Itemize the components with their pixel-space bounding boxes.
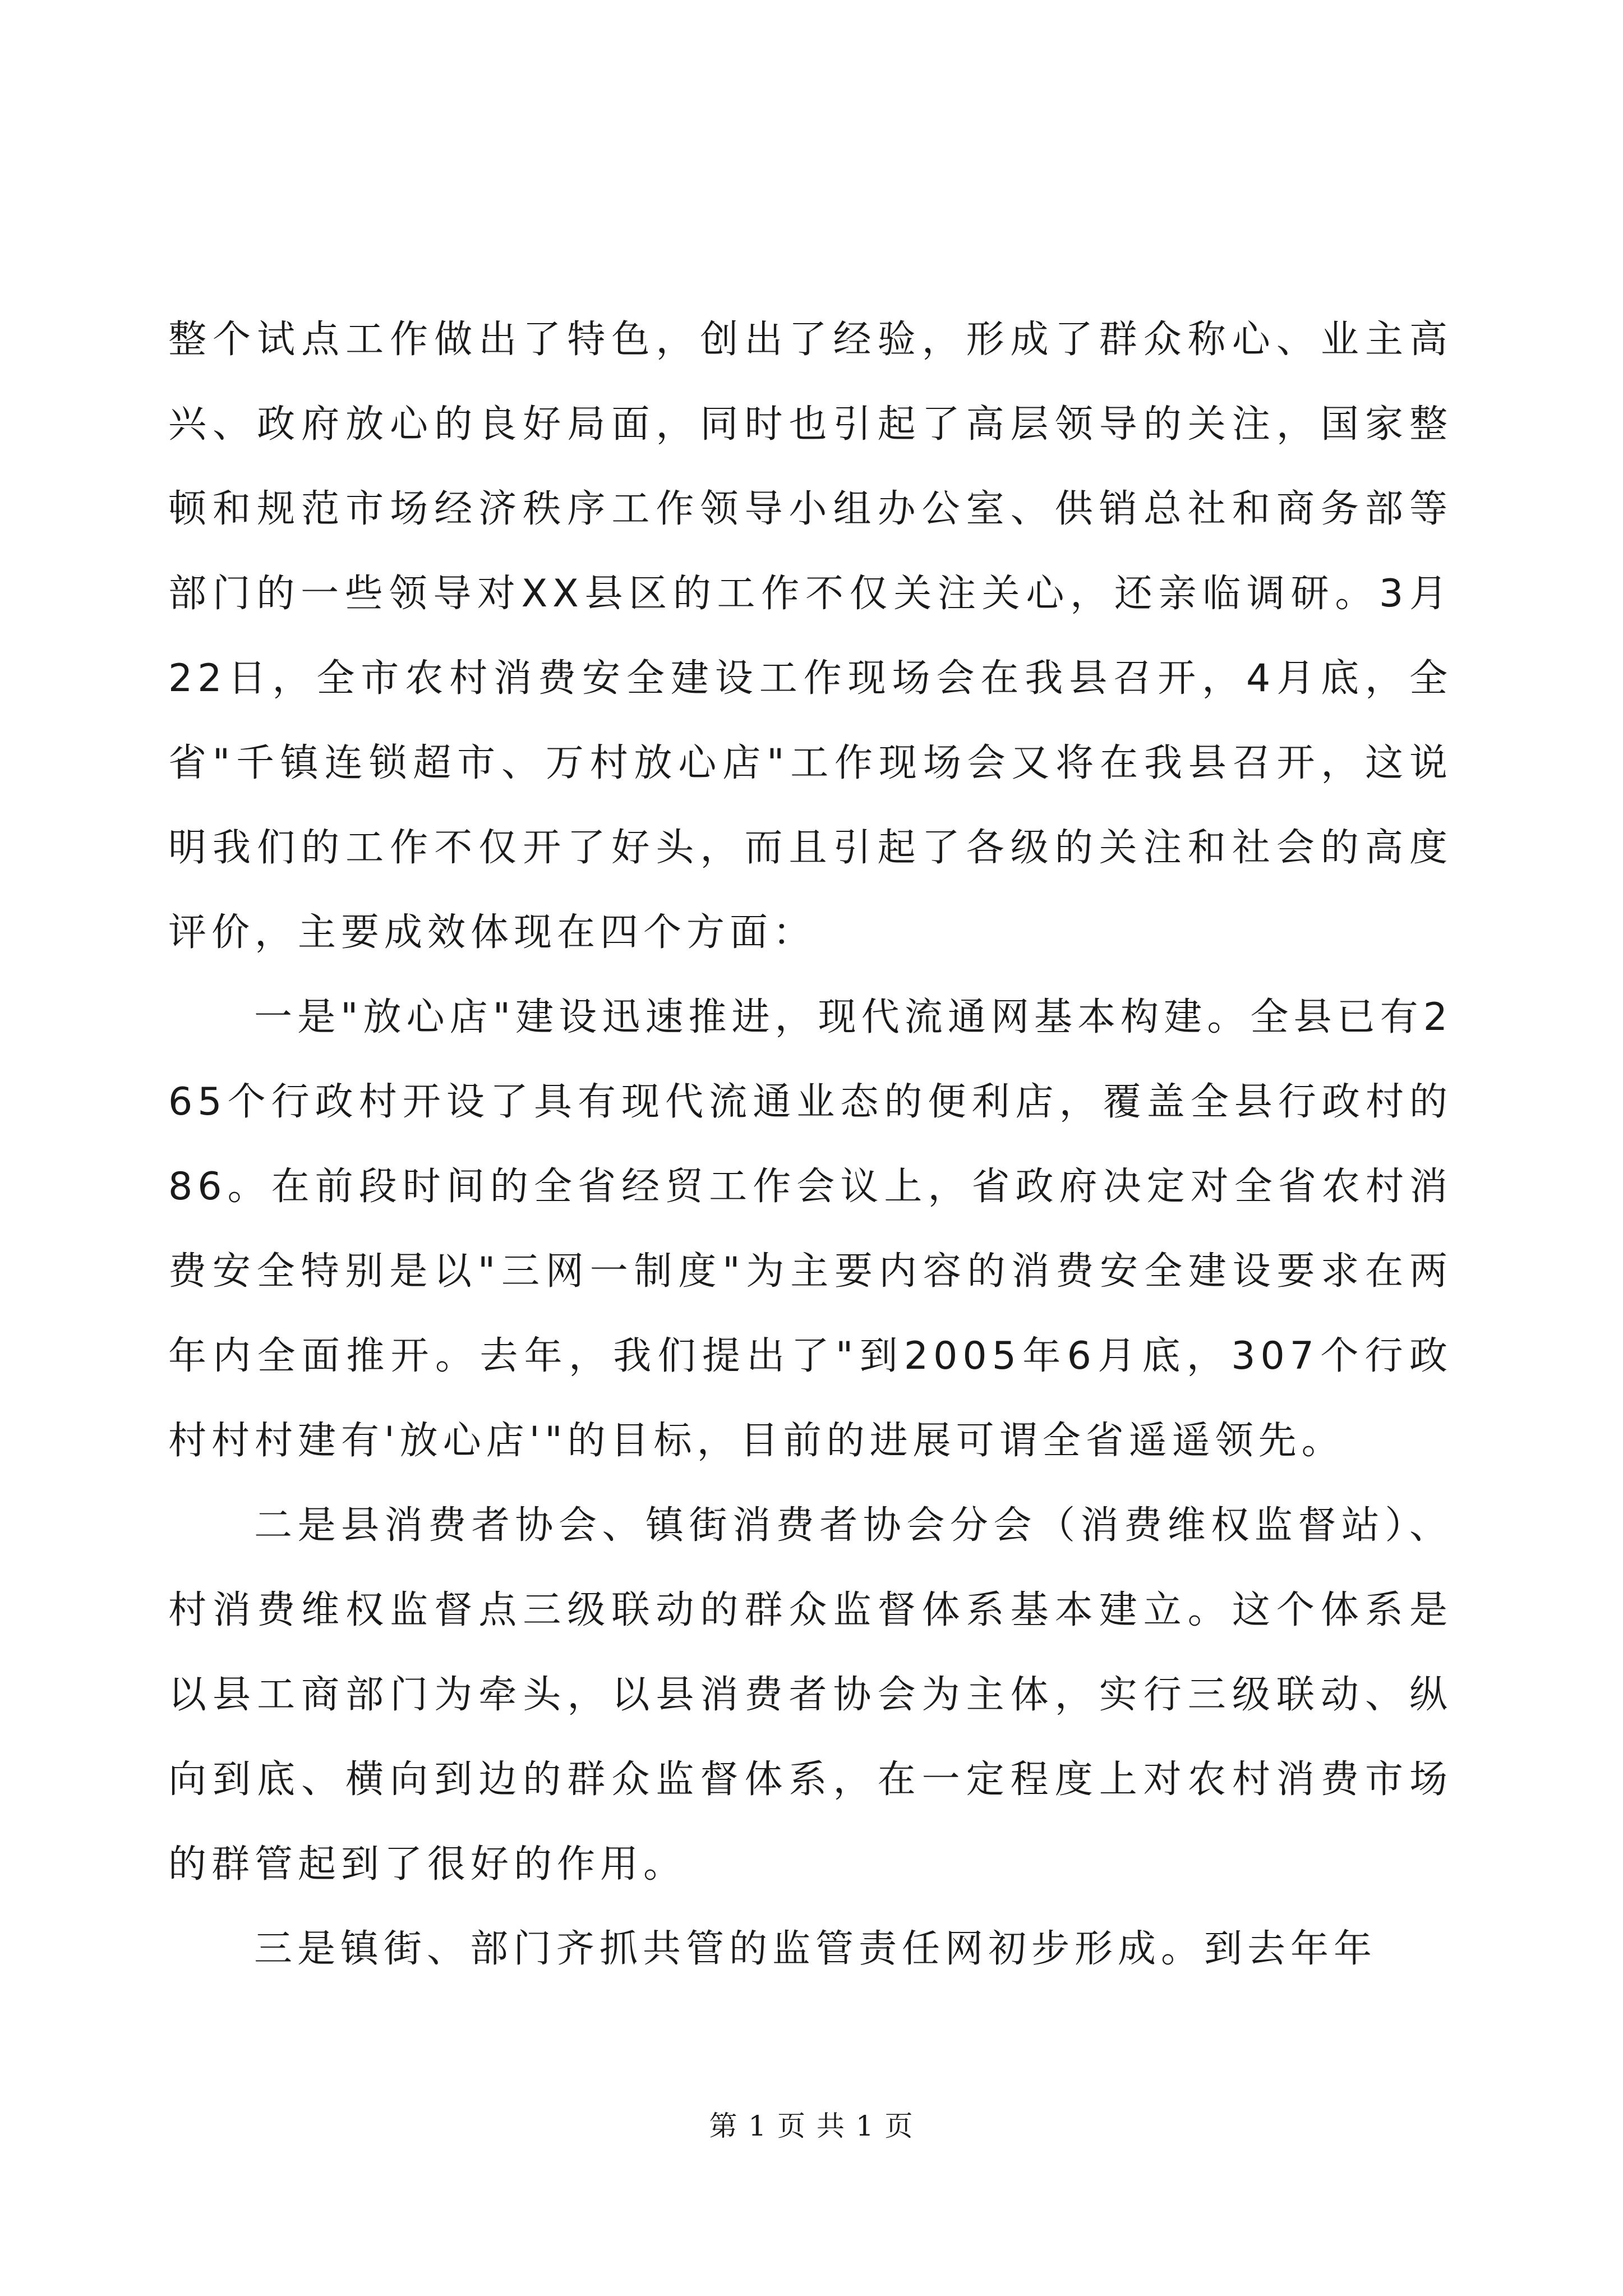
page-footer: 第 1 页 共 1 页 <box>709 2110 914 2142</box>
paragraph-point-three: 三是镇街、部门齐抓共管的监管责任网初步形成。到去年年 <box>254 1927 1377 1971</box>
paragraph-intro: 整个试点工作做出了特色，创出了经验，形成了群众称心、业主高兴、政府放心的良好局面，同时也引起了高层领导的关注，国家整顿和规范市场经济秩序工作领导小组办公室、供销总社和商务部等部门的一些领导对XX县区的工作不仅关注关心，还亲临调研。3月22日，全市农村消费安全建设工作现场会在我县召开，4月底，全省"千镇连锁超市、万村放心店"工作现场会又将在我县召开，这说明我们的工作不仅开了好头，而且引起了各级的关注和社会的高度评价，主要成效体现在四个方面： <box>168 318 1453 955</box>
paragraph-point-one: 一是"放心店"建设迅速推进，现代流通网基本构建。全县已有265个行政村开设了具有现代流通业态的便利店，覆盖全县行政村的86。在前段时间的全省经贸工作会议上，省政府决定对全省农村消费安全特别是以"三网一制度"为主要内容的消费安全建设要求在两年内全面推开。去年，我们提出了"到2005年6月底，307个行政村村村建有'放心店'"的目标，目前的进展可谓全省遥遥领先。 <box>168 995 1453 1463</box>
document-body <box>168 297 1453 1991</box>
paragraph-point-two: 二是县消费者协会、镇街消费者协会分会（消费维权监督站）、村消费维权监督点三级联动的群众监督体系基本建立。这个体系是以县工商部门为牵头，以县消费者协会为主体，实行三级联动、纵向到底、横向到边的群众监督体系，在一定程度上对农村消费市场的群管起到了很好的作用。 <box>168 1503 1453 1887</box>
